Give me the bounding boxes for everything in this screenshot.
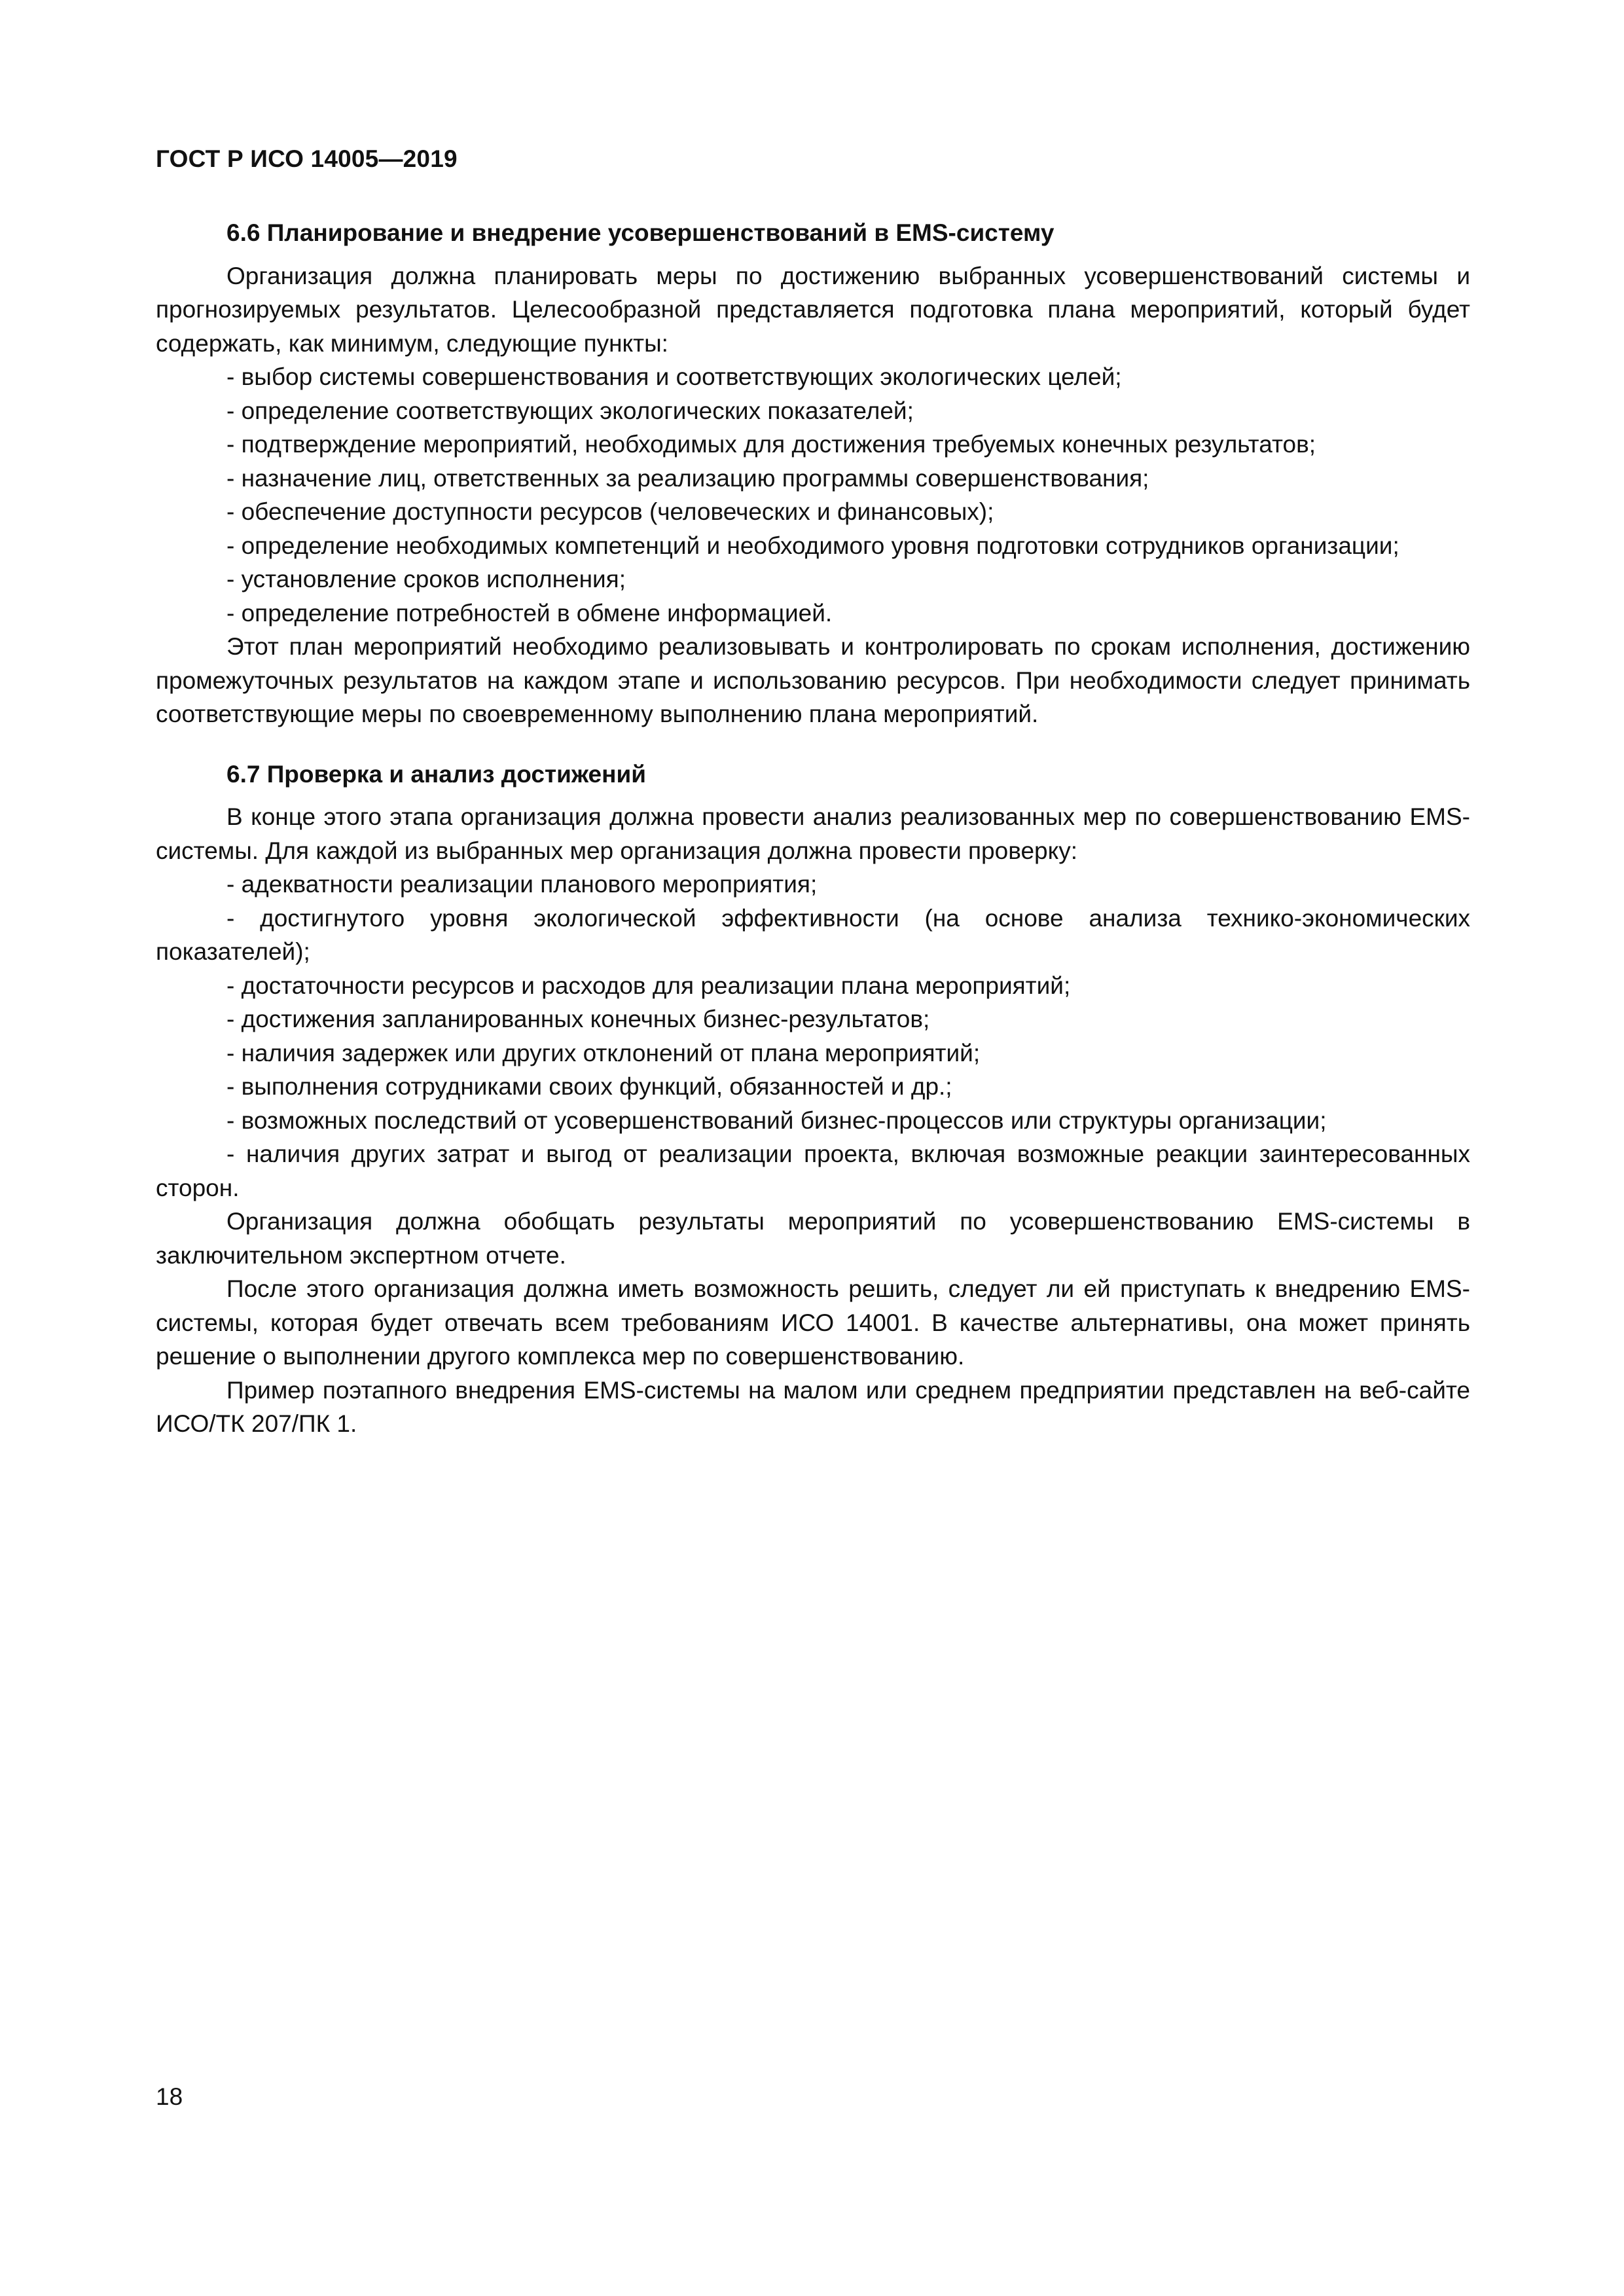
document-code: ГОСТ Р ИСО 14005—2019 xyxy=(156,145,458,172)
page-content xyxy=(156,216,1470,1441)
list-item: - подтверждение мероприятий, необходимых для достижения требуемых конечных результатов; xyxy=(226,431,1316,458)
section-paragraph: Этот план мероприятий необходимо реализовывать и контролировать по срокам исполнения, достижению промежуточных результатов на каждом этапе и использованию ресурсов. При необходимости следует принимать соответствующие меры по своевременному выполнению плана мероприятий. xyxy=(156,633,1470,727)
section-paragraph: Пример поэтапного внедрения EMS-системы на малом или среднем предприятии представлен на веб-сайте ИСО/ТК 207/ПК 1. xyxy=(156,1376,1470,1437)
list-item: - наличия задержек или других отклонений от плана мероприятий; xyxy=(226,1039,981,1066)
list-item: - определение необходимых компетенций и необходимого уровня подготовки сотрудников организации; xyxy=(226,532,1399,559)
list-item: - определение потребностей в обмене информацией. xyxy=(226,599,833,627)
section-6-6 xyxy=(156,216,1470,731)
list-item: - выбор системы совершенствования и соответствующих экологических целей; xyxy=(226,363,1122,390)
section-6-7 xyxy=(156,757,1470,1441)
list-item: - назначение лиц, ответственных за реализацию программы совершенствования; xyxy=(226,464,1149,492)
list-item: - достаточности ресурсов и расходов для реализации плана мероприятий; xyxy=(226,972,1071,999)
section-intro: В конце этого этапа организация должна провести анализ реализованных мер по совершенствованию EMS-системы. Для каждой из выбранных мер организация должна провести проверку: xyxy=(156,803,1470,864)
list-item: - наличия других затрат и выгод от реализации проекта, включая возможные реакции заинтересованных сторон. xyxy=(156,1140,1470,1201)
list-item: - выполнения сотрудниками своих функций, обязанностей и др.; xyxy=(226,1073,952,1100)
list-item: - обеспечение доступности ресурсов (человеческих и финансовых); xyxy=(226,498,994,525)
list-item: - определение соответствующих экологических показателей; xyxy=(226,397,914,424)
section-intro: Организация должна планировать меры по достижению выбранных усовершенствований системы и прогнозируемых результатов. Целесообразной представляется подготовка плана мероприятий, который будет содержать, как минимум, следующие пункты: xyxy=(156,262,1470,357)
section-paragraph: Организация должна обобщать результаты мероприятий по усовершенствованию EMS-системы в заключительном экспертном отчете. xyxy=(156,1208,1470,1269)
section-heading: 6.6 Планирование и внедрение усовершенствований в EMS-систему xyxy=(226,219,1055,246)
list-item: - достигнутого уровня экологической эффективности (на основе анализа технико-экономических показателей); xyxy=(156,904,1470,965)
list-item: - адекватности реализации планового мероприятия; xyxy=(226,871,818,898)
section-paragraph: После этого организация должна иметь возможность решить, следует ли ей приступать к внедрению EMS-системы, которая будет отвечать всем требованиям ИСО 14001. В качестве альтернативы, она может принять решение о выполнении другого комплекса мер по совершенствованию. xyxy=(156,1275,1470,1370)
list-item: - возможных последствий от усовершенствований бизнес-процессов или структуры организации; xyxy=(226,1106,1327,1134)
section-heading: 6.7 Проверка и анализ достижений xyxy=(226,760,646,788)
page-number: 18 xyxy=(156,2083,183,2110)
list-item: - установление сроков исполнения; xyxy=(226,566,626,592)
list-item: - достижения запланированных конечных бизнес-результатов; xyxy=(226,1006,930,1032)
